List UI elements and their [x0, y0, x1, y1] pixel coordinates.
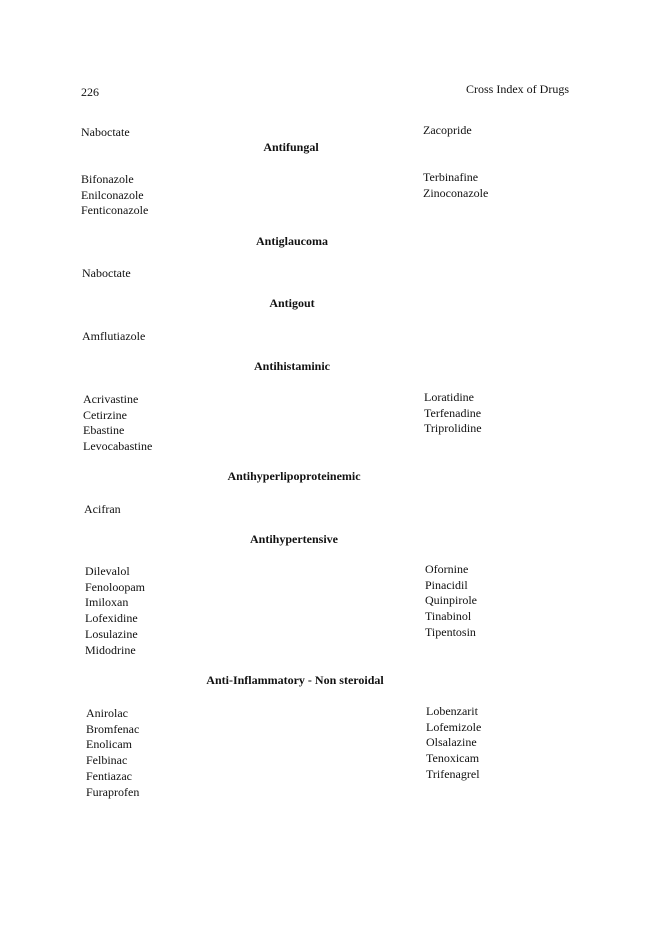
list-item: Imiloxan — [85, 595, 129, 610]
section-heading-antihyperlipoproteinemic: Antihyperlipoproteinemic — [227, 469, 361, 483]
list-item: Fenticonazole — [81, 203, 149, 218]
list-item: Amflutiazole — [82, 329, 146, 343]
list-item: Terbinafine — [423, 170, 479, 184]
preamble-right-item: Zacopride — [423, 123, 472, 137]
list-item: Anirolac — [86, 706, 128, 720]
antihypertensive-left-list — [85, 564, 145, 658]
list-item: Dilevalol — [85, 564, 130, 578]
running-title: Cross Index of Drugs — [466, 82, 569, 96]
list-item: Felbinac — [86, 753, 128, 768]
list-item: Acifran — [84, 502, 121, 516]
list-item: Midodrine — [85, 642, 136, 657]
list-item: Lofemizole — [426, 719, 482, 734]
antifungal-right-list — [423, 170, 488, 201]
antihypertensive-right-list — [425, 562, 477, 641]
list-item: Fenoloopam — [85, 579, 145, 594]
list-item: Enilconazole — [81, 187, 144, 202]
section-heading-antifungal: Antifungal — [263, 140, 319, 154]
list-item: Losulazine — [85, 626, 138, 641]
list-item: Trifenagrel — [426, 766, 480, 781]
anti-inflammatory-left-list — [86, 706, 139, 800]
list-item: Tinabinol — [425, 609, 472, 624]
antifungal-left-list — [81, 172, 148, 219]
page-number: 226 — [81, 85, 99, 99]
list-item: Bifonazole — [81, 172, 134, 186]
list-item: Tipentosin — [425, 624, 476, 639]
list-item: Lobenzarit — [426, 704, 478, 718]
list-item: Loratidine — [424, 390, 474, 404]
antihistaminic-right-list — [424, 390, 482, 437]
section-heading-antiglaucoma: Antiglaucoma — [256, 234, 328, 248]
list-item: Acrivastine — [83, 392, 139, 406]
section-heading-anti-inflammatory: Anti-Inflammatory - Non steroidal — [206, 673, 384, 687]
list-item: Levocabastine — [83, 439, 153, 454]
antihistaminic-left-list — [83, 392, 152, 455]
list-item: Bromfenac — [86, 721, 140, 736]
anti-inflammatory-right-list — [426, 704, 481, 783]
antiglaucoma-left-list — [82, 266, 131, 282]
list-item: Cetirzine — [83, 407, 127, 422]
list-item: Triprolidine — [424, 421, 482, 436]
list-item: Pinacidil — [425, 577, 468, 592]
preamble-left-item: Naboctate — [81, 125, 130, 139]
list-item: Naboctate — [82, 266, 131, 280]
antigout-left-list — [82, 329, 145, 345]
section-heading-antigout: Antigout — [269, 296, 315, 310]
list-item: Enolicam — [86, 737, 132, 752]
list-item: Zinoconazole — [423, 185, 489, 200]
list-item: Terfenadine — [424, 405, 482, 420]
section-heading-antihistaminic: Antihistaminic — [253, 359, 331, 373]
list-item: Tenoxicam — [426, 751, 480, 766]
section-heading-antihypertensive: Antihypertensive — [250, 532, 338, 546]
antihyperlipoproteinemic-left-list — [84, 502, 121, 518]
list-item: Olsalazine — [426, 735, 477, 750]
list-item: Fentiazac — [86, 768, 132, 783]
list-item: Lofexidine — [85, 611, 138, 626]
list-item: Ofornine — [425, 562, 469, 576]
list-item: Ebastine — [83, 423, 125, 438]
list-item: Quinpirole — [425, 593, 477, 608]
list-item: Furaprofen — [86, 784, 140, 799]
